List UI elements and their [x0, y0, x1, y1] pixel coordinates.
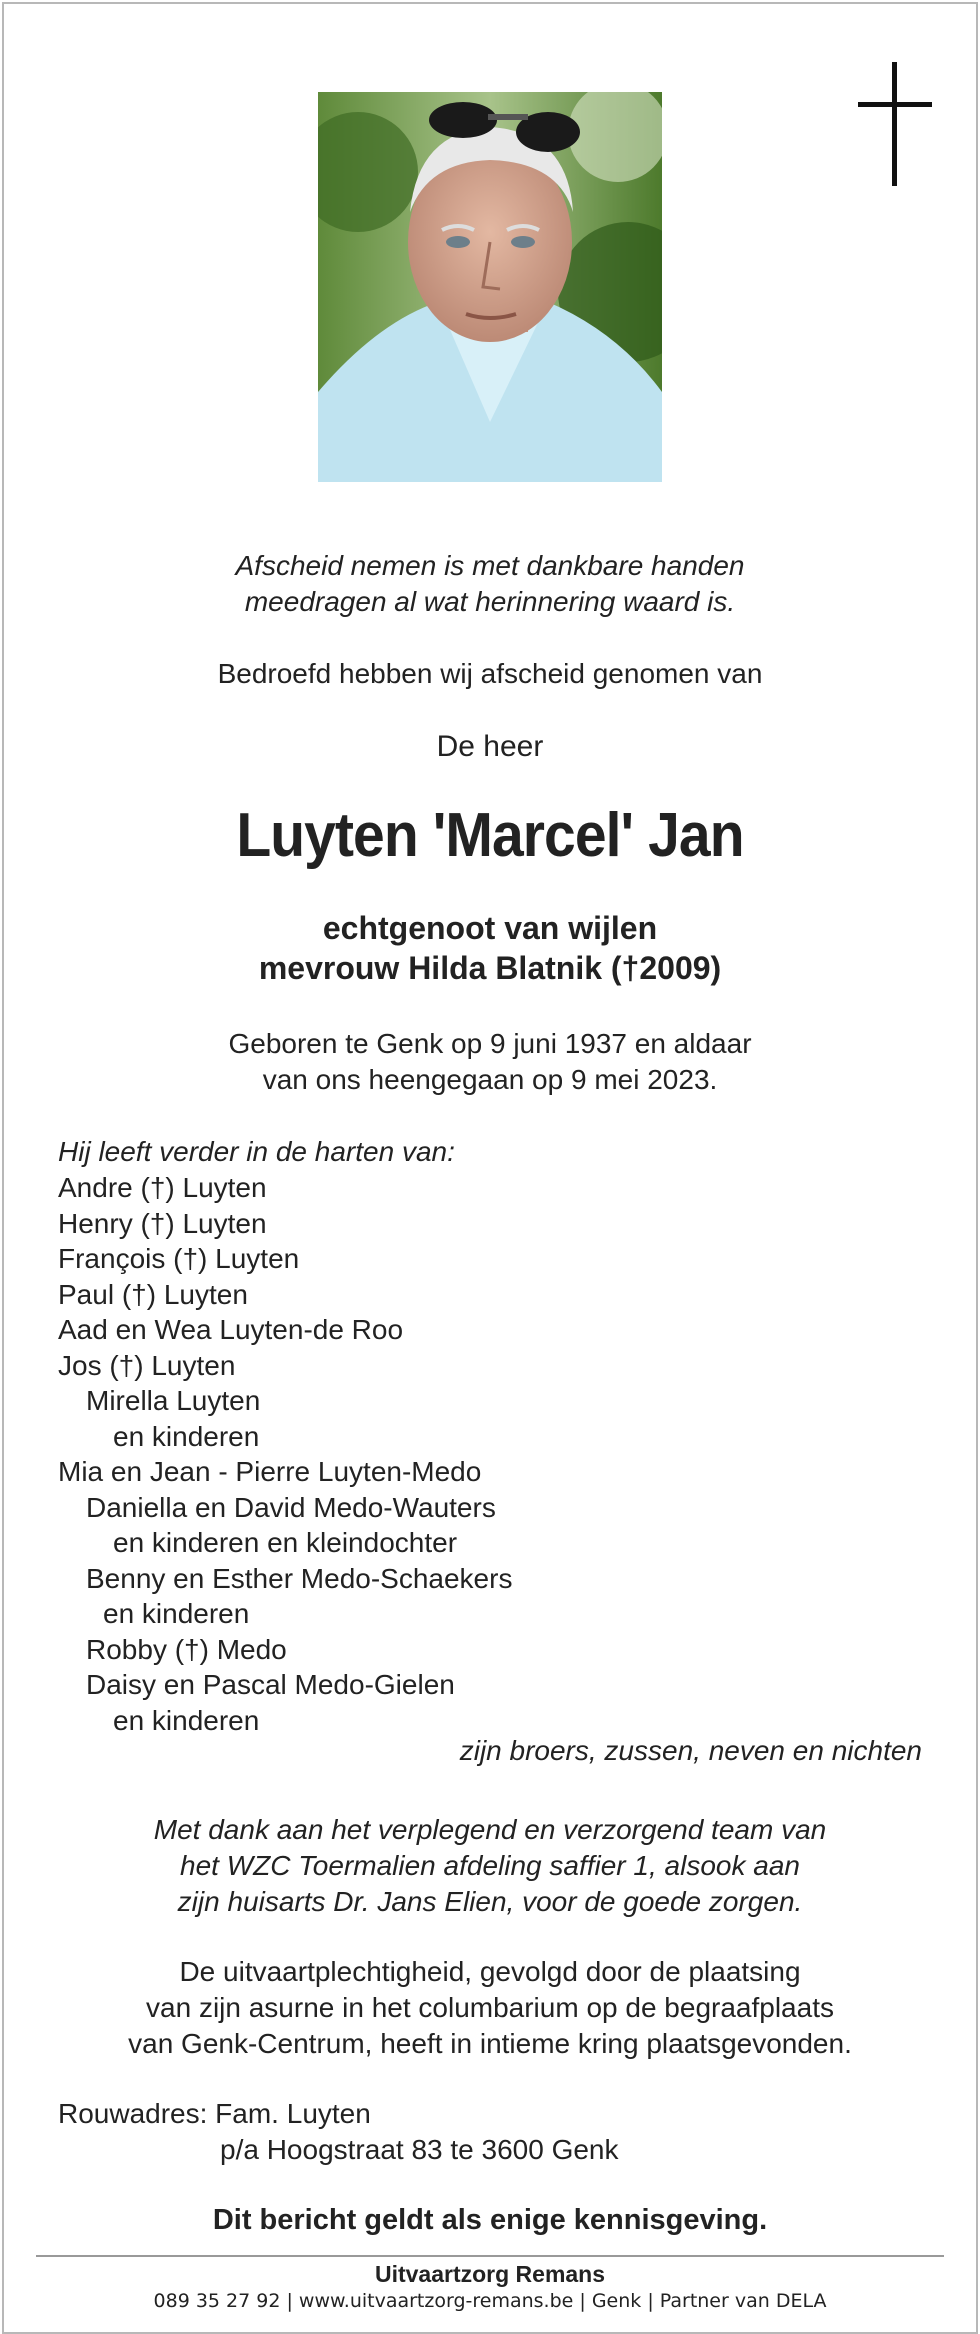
address-line: Rouwadres: Fam. Luyten	[58, 2098, 371, 2129]
spouse-info	[0, 908, 980, 988]
spouse-line: mevrouw Hilda Blatnik (†2009)	[258, 950, 722, 986]
birth-line: van ons heengegaan op 9 mei 2023.	[262, 1064, 718, 1095]
family-member: Daisy en Pascal Medo-Gielen	[86, 1669, 455, 1700]
family-member: François (†) Luyten	[58, 1243, 300, 1274]
thanks-line: Met dank aan het verplegend en verzorgend team van	[153, 1814, 827, 1845]
thanks-line: het WZC Toermalien afdeling saffier 1, alsook aan	[180, 1850, 800, 1881]
undertaker-name: Uitvaartzorg Remans	[374, 2261, 606, 2287]
undertaker-contact: 089 35 27 92 | www.uitvaartzorg-remans.be | Genk | Partner van DELA	[153, 2290, 827, 2312]
portrait-photo	[318, 92, 662, 482]
family-member: Daniella en David Medo-Wauters	[86, 1491, 496, 1523]
family-member: Aad en Wea Luyten-de Roo	[58, 1314, 404, 1345]
family-member: Andre (†) Luyten	[58, 1172, 267, 1203]
family-member: en kinderen	[103, 1598, 250, 1629]
salutation: De heer	[436, 730, 544, 763]
birth-death-info	[0, 1026, 980, 1098]
thanks-line: zijn huisarts Dr. Jans Elien, voor de goede zorgen.	[177, 1886, 803, 1917]
family-member: Mirella Luyten	[86, 1385, 261, 1416]
birth-line: Geboren te Genk op 9 juni 1937 en aldaar	[228, 1028, 752, 1059]
notice: Dit bericht geldt als enige kennisgeving.	[212, 2204, 768, 2236]
ceremony-line: van zijn asurne in het columbarium op de begraafplaats	[146, 1992, 834, 2023]
quote-line: Afscheid nemen is met dankbare handen	[235, 550, 745, 581]
ceremony-line: van Genk-Centrum, heeft in intieme kring plaatsgevonden.	[128, 2028, 852, 2059]
family-intro: Hij leeft verder in de harten van:	[58, 1136, 455, 1167]
family-member: Mia en Jean - Pierre Luyten-Medo	[58, 1456, 482, 1487]
family-member: en kinderen en kleindochter	[113, 1527, 458, 1558]
family-member: Henry (†) Luyten	[58, 1207, 267, 1239]
family-member: Benny en Esther Medo-Schaekers	[86, 1562, 513, 1594]
family-member: en kinderen	[113, 1420, 260, 1452]
ceremony-line: De uitvaartplechtigheid, gevolgd door de plaatsing	[179, 1956, 801, 1987]
intro-text: Bedroefd hebben wij afscheid genomen van	[217, 658, 763, 689]
cross-icon	[858, 62, 932, 186]
relatives-note: zijn broers, zussen, neven en nichten	[459, 1735, 922, 1766]
thanks-text	[0, 1812, 980, 1920]
divider	[36, 2255, 944, 2257]
address-line: p/a Hoogstraat 83 te 3600 Genk	[220, 2134, 619, 2165]
family-member: Jos (†) Luyten	[58, 1349, 236, 1381]
family-member: Paul (†) Luyten	[58, 1278, 248, 1310]
spouse-line: echtgenoot van wijlen	[322, 910, 658, 946]
family-member: en kinderen	[113, 1704, 260, 1736]
quote-line: meedragen al wat herinnering waard is.	[244, 586, 736, 617]
family-member: Robby (†) Medo	[86, 1633, 287, 1665]
ceremony-text	[0, 1954, 980, 2062]
family-list	[58, 1170, 512, 1738]
deceased-name: Luyten 'Marcel' Jan	[236, 801, 744, 870]
quote	[0, 548, 980, 620]
